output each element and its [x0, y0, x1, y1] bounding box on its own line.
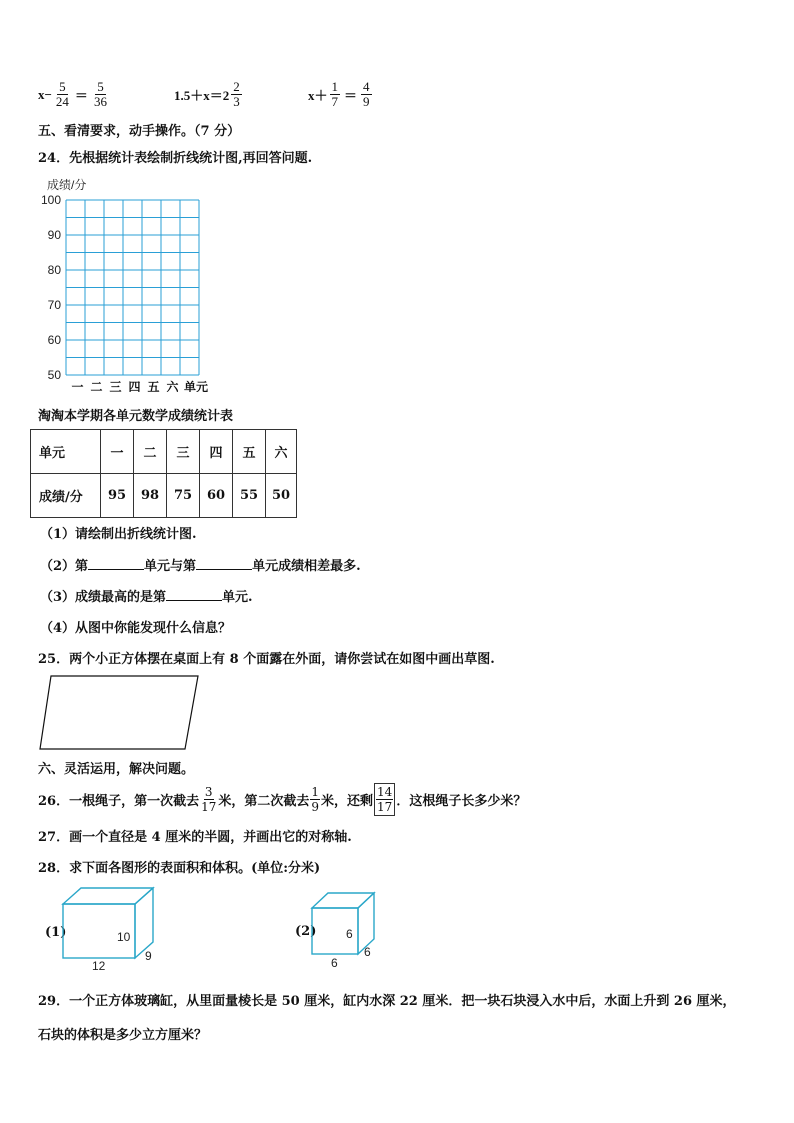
answer-blank[interactable] — [88, 557, 144, 570]
y-tick-label: 70 — [47, 298, 61, 312]
y-tick-label: 90 — [47, 228, 61, 242]
answer-blank[interactable] — [166, 588, 222, 601]
q24-sub2-text: 单元成绩相差最多. — [252, 559, 361, 574]
line-chart-grid[interactable] — [30, 190, 230, 392]
score-table — [30, 429, 297, 518]
q26-fraction-1 — [200, 785, 217, 814]
table-cell: 75 — [167, 474, 200, 518]
parallelogram-drawing-area[interactable] — [38, 674, 202, 752]
grid-lines — [66, 200, 199, 375]
q26-fraction-3 — [374, 783, 395, 816]
q26-text — [38, 783, 526, 816]
x-tick-labels — [71, 379, 208, 392]
fig2-height-label: 6 — [346, 927, 353, 941]
q24-title: 24．先根据统计表绘制折线统计图,再回答问题. — [38, 151, 313, 166]
q24-sub1: （1）请绘制出折线统计图. — [40, 527, 197, 542]
y-tick-labels — [41, 193, 61, 382]
eq3-fraction-2 — [361, 80, 372, 109]
fig1-height-label: 10 — [117, 930, 131, 944]
equals-sign: ＝ — [344, 88, 358, 103]
q26-fraction-2 — [310, 785, 320, 814]
fraction-numerator: 5 — [59, 79, 66, 94]
fraction-numerator: 1 — [331, 79, 339, 94]
table-cell: 六 — [266, 430, 297, 474]
equation-2 — [174, 80, 244, 109]
fraction-numerator: 3 — [204, 785, 213, 799]
q25-title: 25．两个小正方体摆在桌面上有 8 个面露在外面，请你尝试在如图中画出草图. — [38, 652, 495, 667]
x-axis-label: 单元 — [184, 380, 209, 392]
equation-1 — [38, 80, 111, 109]
x-tick-label: 六 — [166, 380, 179, 392]
x-tick-label: 四 — [128, 380, 141, 392]
x-tick-label: 一 — [71, 380, 84, 392]
q26-text-part: 米，第二次截去 — [218, 794, 310, 809]
table-header-label: 单元 — [31, 430, 101, 474]
q29-line-1: 29．一个正方体玻璃缸，从里面量棱长是 50 厘米，缸内水深 22 厘米．把一块石块浸入水中后，水面上升到 26 厘米， — [38, 994, 736, 1009]
eq1-fraction-1 — [54, 80, 71, 109]
parallelogram-shape — [40, 676, 198, 749]
fraction-denominator: 3 — [233, 94, 240, 109]
table-cell: 一 — [101, 430, 134, 474]
y-tick-label: 80 — [47, 263, 61, 277]
table-title: 淘淘本学期各单元数学成绩统计表 — [38, 409, 234, 424]
section-5-heading: 五、看清要求，动手操作。（7 分） — [38, 124, 241, 139]
q26-text-part: 26．一根绳子，第一次截去 — [38, 794, 200, 809]
q24-sub2 — [40, 555, 361, 574]
fraction-numerator: 5 — [97, 79, 104, 94]
table-row — [31, 474, 297, 518]
equals-sign: ＝ — [74, 88, 88, 103]
fraction-numerator: 2 — [233, 79, 240, 94]
eq1-fraction-2 — [92, 80, 109, 109]
fraction-denominator: 7 — [331, 94, 339, 109]
q24-sub2-text: 单元与第 — [144, 559, 197, 574]
fraction-numerator: 14 — [377, 785, 393, 799]
table-cell: 95 — [101, 474, 134, 518]
fraction-numerator: 4 — [363, 79, 370, 94]
q26-text-part: 米，还剩 — [321, 794, 374, 809]
x-tick-label: 二 — [90, 380, 103, 392]
q24-sub3-text: （3）成绩最高的是第 — [40, 590, 167, 605]
table-cell: 60 — [200, 474, 233, 518]
fraction-denominator: 36 — [93, 94, 107, 109]
table-cell: 50 — [266, 474, 297, 518]
fraction-denominator: 17 — [201, 800, 217, 814]
fig1-width-label: 9 — [145, 949, 152, 963]
q24-sub4: （4）从图中你能发现什么信息？ — [40, 621, 232, 636]
q26-text-part: ．这根绳子长多少米？ — [396, 794, 527, 809]
table-cell: 五 — [233, 430, 266, 474]
q24-sub2-text: （2）第 — [40, 559, 89, 574]
q27-text: 27．画一个直径是 4 厘米的半圆，并画出它的对称轴. — [38, 830, 352, 845]
eq1-left: x− — [38, 86, 52, 102]
table-score-label: 成绩/分 — [31, 474, 101, 518]
figure-1-label: (1) — [45, 925, 67, 940]
table-cell: 98 — [134, 474, 167, 518]
eq2-fraction — [231, 80, 242, 109]
figure-2-label: (2) — [295, 924, 317, 939]
eq3-fraction-1 — [330, 80, 341, 109]
fraction-denominator: 17 — [377, 800, 393, 814]
fraction-denominator: 9 — [311, 800, 320, 814]
eq2-left: 1.5＋x＝2 — [174, 88, 230, 103]
fig2-length-label: 6 — [331, 956, 338, 970]
fraction-denominator: 9 — [363, 94, 370, 109]
fraction-numerator: 1 — [311, 785, 320, 799]
q29-line-2: 石块的体积是多少立方厘米？ — [38, 1028, 208, 1043]
section-6-heading: 六、灵活运用，解决问题。 — [38, 762, 195, 777]
x-tick-label: 五 — [147, 380, 160, 392]
table-row — [31, 430, 297, 474]
table-cell: 55 — [233, 474, 266, 518]
table-cell: 三 — [167, 430, 200, 474]
table-cell: 四 — [200, 430, 233, 474]
q24-sub3 — [40, 586, 253, 605]
eq3-left: x＋ — [308, 88, 328, 103]
y-tick-label: 60 — [47, 333, 61, 347]
fig1-length-label: 12 — [92, 959, 106, 973]
equation-3 — [308, 80, 374, 109]
q28-title: 28．求下面各图形的表面积和体积。(单位:分米) — [38, 861, 321, 876]
fig2-width-label: 6 — [364, 945, 371, 959]
x-tick-label: 三 — [109, 380, 122, 392]
answer-blank[interactable] — [196, 557, 252, 570]
y-tick-label: 50 — [47, 368, 61, 382]
fraction-denominator: 24 — [55, 94, 69, 109]
y-tick-label: 100 — [40, 193, 61, 207]
q24-sub3-text: 单元. — [222, 590, 253, 605]
chart-y-axis-label: 成绩/分 — [47, 178, 87, 192]
table-cell: 二 — [134, 430, 167, 474]
